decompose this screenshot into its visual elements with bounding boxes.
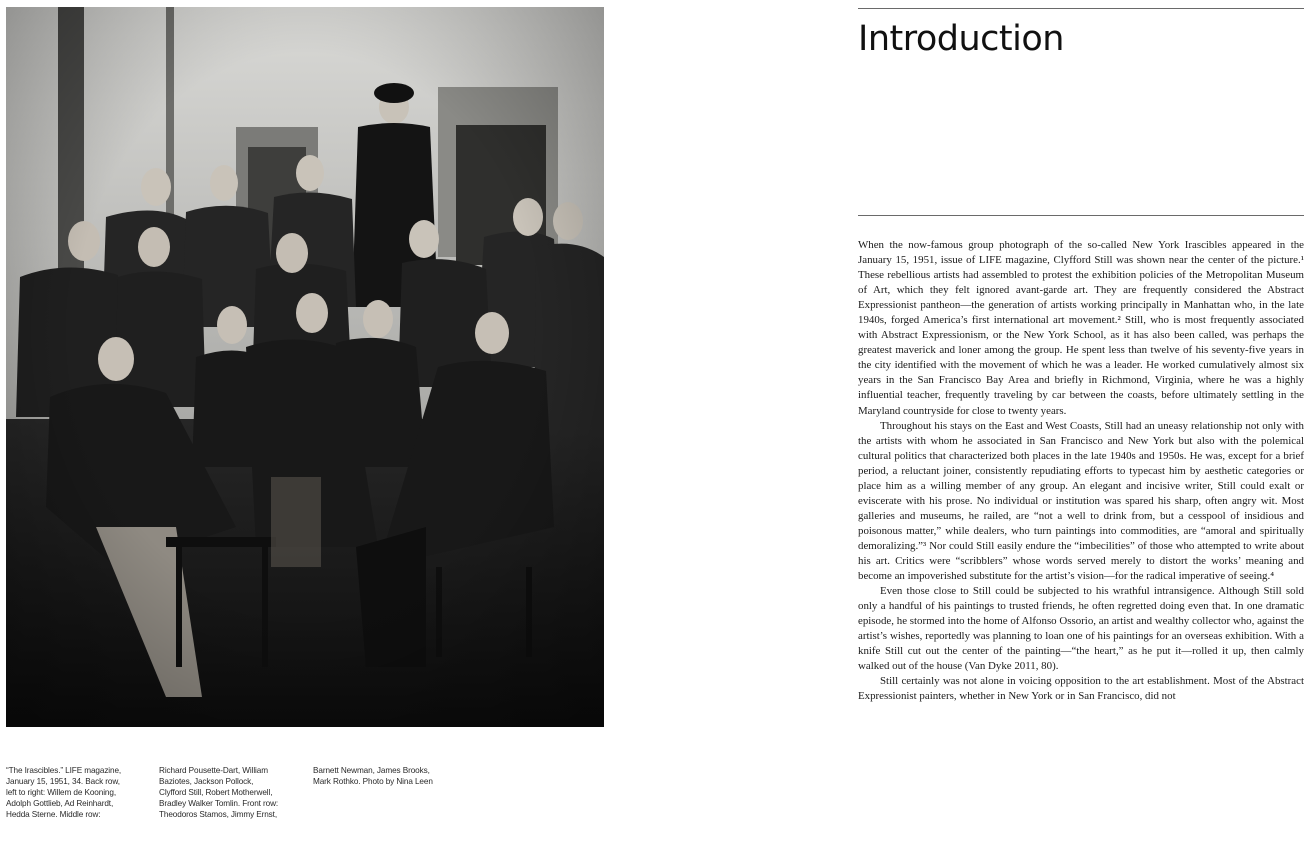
- paragraph-4: Still certainly was not alone in voicing opposition to the art establishment. Most of the Abstract Expressionist painters, whether in New York or in San Francisco, did not: [858, 675, 1304, 703]
- caption-column-2: Richard Pousette-Dart, William Baziotes, Jackson Pollock, Clyfford Still, Robert Motherwell, Bradley Walker Tomlin. Front row: Theodoros Stamos, Jimmy Ernst,: [159, 766, 279, 819]
- section-divider: [858, 215, 1304, 216]
- chapter-title: Introduction: [858, 19, 1064, 59]
- photo-caption: [6, 765, 606, 835]
- group-photograph: [6, 7, 604, 727]
- caption-column-1: “The Irascibles.” LIFE magazine, January 15, 1951, 34. Back row, left to right: Willem de Kooning, Adolph Gottlieb, Ad Reinhardt, Hedda Sterne. Middle row:: [6, 766, 122, 819]
- paragraph-1: When the now-famous group photograph of the so-called New York Irascibles appeared in the January 15, 1951, issue of LIFE magazine, Clyfford Still was shown near the center of the picture.¹ These rebellious artists had assembled to protest the exhibition policies of the Metropolitan Museum of Art, which they felt ignored avant-garde art. They are frequently considered the Abstract Expressionist pantheon—the generation of artists working principally in Manhattan who, in the late 1940s, forged America’s first international art movement.² Still, who is most frequently associated with Abstract Expressionism, or the New York School, as it has also been called, was perhaps the greatest maverick and loner among the group. He spent less than twelve of his seventy-five years in the city identified with the movement of which he was a leader. He worked cumulatively almost six years in the San Francisco Bay Area and briefly in Richmond, Virginia, where he was a highly influential teacher, frequently traveling by car between the coasts, before ultimately settling in the Maryland countryside for close to twenty years.: [858, 239, 1304, 417]
- article-body: [858, 238, 1304, 704]
- top-divider: [858, 8, 1304, 9]
- group-photograph-illustration: [6, 7, 604, 727]
- paragraph-2: Throughout his stays on the East and West Coasts, Still had an uneasy relationship not only with the artists with whom he associated in San Francisco and New York but also with the polemical cultural politics that characterized both places in the late 1940s and 1950s. He was, except for a brief period, a reluctant joiner, consistently repudiating efforts to typecast him by aesthetic categories or place him as a willing member of any group. An elegant and incisive writer, Still could exalt or eviscerate with his prose. No individual or institution was spared his sharp, often angry wit. Most galleries and museums, he railed, are “not a well to drink from, but a cesspool of insidious and poisonous matter,” while dealers, who turn paintings into commodities, are “amoral and spiritually demoralizing.”³ Nor could Still easily endure the “imbecilities” of those who attempted to write about his art. Critics were “scribblers” whose words served merely to distort the works’ meaning and become an impoverished substitute for the artist’s vision—for the radical imperative of seeing.⁴: [858, 419, 1304, 583]
- caption-column-3: Barnett Newman, James Brooks, Mark Rothko. Photo by Nina Leen: [313, 766, 433, 786]
- paragraph-3: Even those close to Still could be subjected to his wrathful intransigence. Although Still sold only a handful of his paintings to trusted friends, he often regretted doing even that. In one dramatic episode, he stormed into the home of Alfonso Ossorio, an artist and wealthy collector who, against the artist’s wishes, reportedly was planning to loan one of his paintings for an overseas exhibition. With a knife Still cut out the center of the painting—“the heart,” as he put it—rolled it up, then calmly walked out of the house (Van Dyke 2011, 80).: [858, 585, 1304, 673]
